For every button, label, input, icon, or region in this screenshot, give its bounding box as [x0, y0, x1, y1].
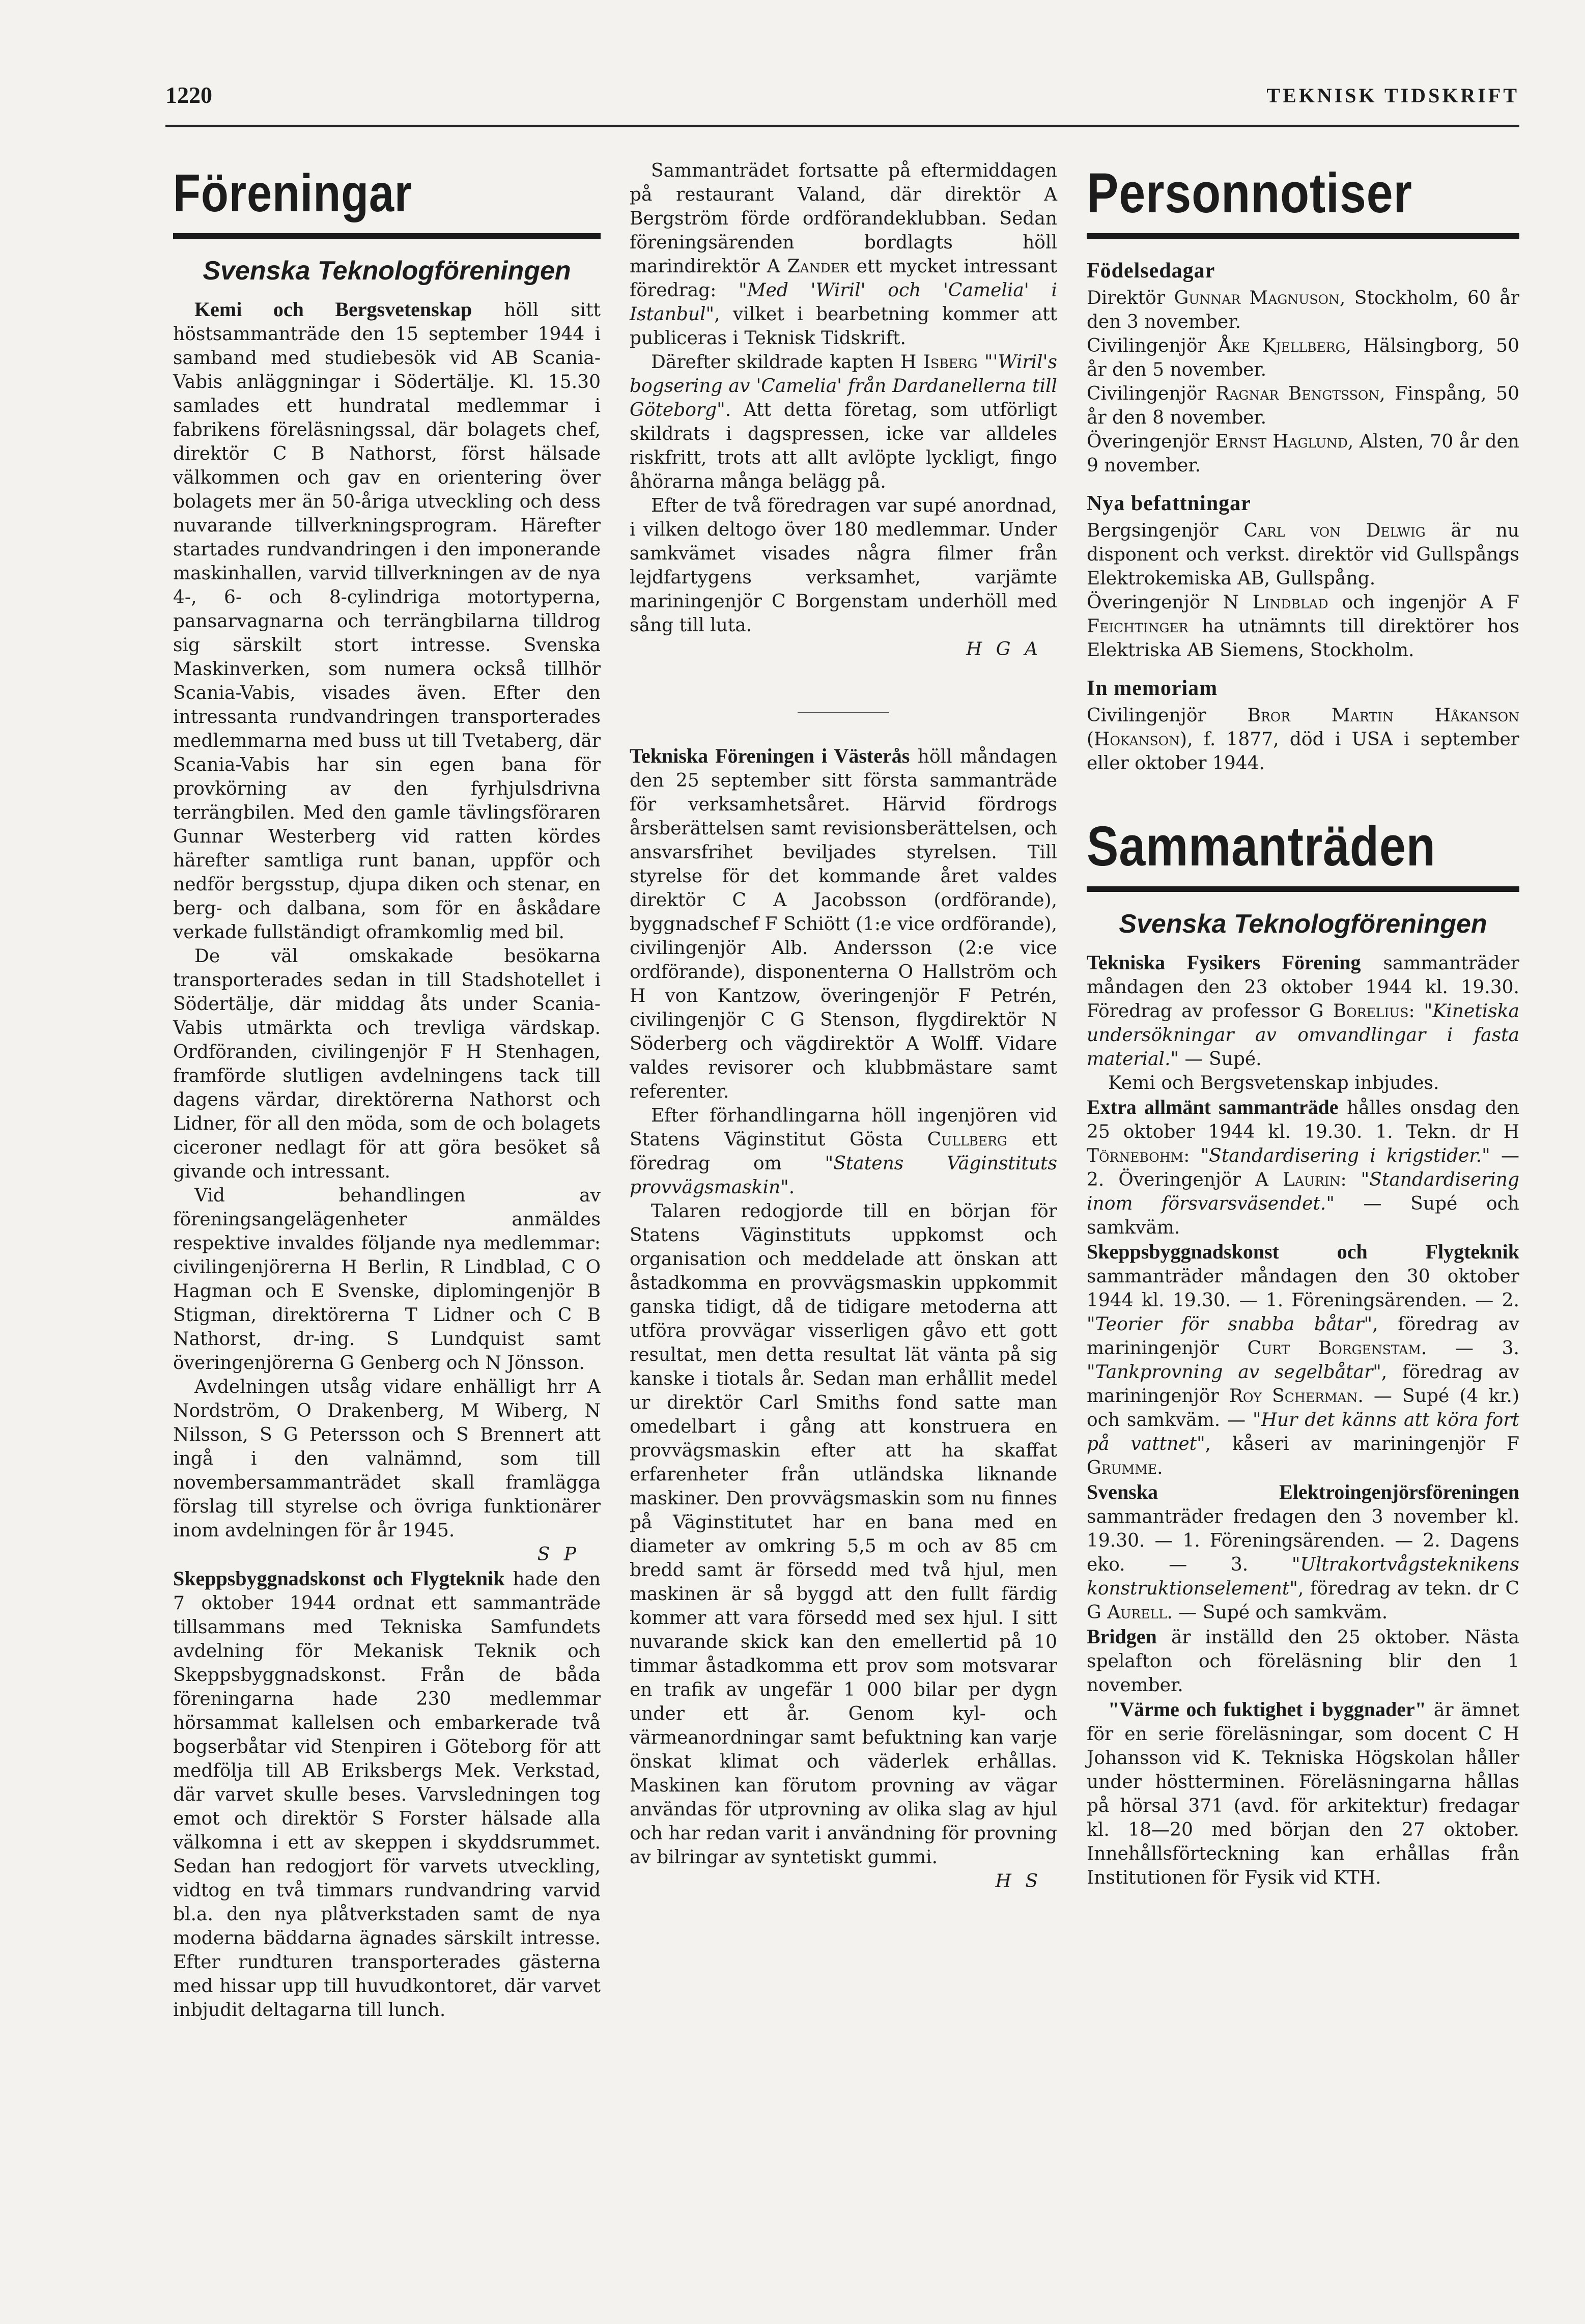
- section-rule: [1087, 233, 1519, 239]
- kemi-paragraph-4: Avdelningen utsåg vidare enhälligt hrr A Nordström, O Drakenberg, M Wiberg, N Nilsson, S G Petersson och S Brennert att ingå i den valnämnd, som till novembersammanträdet skall framlägga förslag till styrelse och övriga funktionärer inom avdelningen för år 1945.: [173, 1377, 601, 1541]
- skepp-notice: Skeppsbyggnadskonst och Flygteknik sammanträder måndagen den 30 oktober 1944 kl. 19.30. — 1. Föreningsärenden. — 2. "Teorier för snabba båtar", föredrag av mariningenjör Curt Borgenstam. — 3. "Tankprovning av segelbåtar", föredrag av mariningenjör Roy Scherman. — Supé (4 kr.) och samkväm. — "Hur det känns att köra fort på vattnet", kåseri av mariningenjör F Grumme.: [1087, 1240, 1520, 1478]
- extra-notice: Extra allmänt sammanträde hålles onsdag den 25 oktober 1944 kl. 19.30. 1. Tekn. dr H Törnebohm: "Standardisering i krigstider." — 2. Överingenjör A Laurin: "Standardisering inom försvarsväsendet." — Supé och samkväm.: [1087, 1096, 1519, 1238]
- befattning-item-2: Överingenjör N Lindblad och ingenjör A F Feichtinger ha utnämnts till direktörer hos Elektriska AB Siemens, Stockholm.: [1087, 592, 1519, 661]
- befattningar-heading: Nya befattningar: [1087, 492, 1251, 515]
- birthday-item-2: Civilingenjör Åke Kjellberg, Hälsingborg, 50 år den 5 november.: [1087, 335, 1519, 380]
- birthday-item-4: Överingenjör Ernst Haglund, Alsten, 70 år den 9 november.: [1087, 431, 1519, 476]
- kemi-paragraph-2: De väl omskakade besökarna transporterades sedan in till Stadshotellet i Södertälje, där middag åts under Scania-Vabis utmärkta och trevliga värdskap. Ordföranden, civilingenjör F H Stenhagen, framförde slutligen avdelningens tack till dagens värdar, direktörerna Nathorst och Lidner, för all den möda, som de och bolagets ciceroner nedlagt för att göra besöket så givande och intressant.: [173, 946, 601, 1182]
- divider: [798, 712, 889, 713]
- kemi-signature: S P: [537, 1544, 580, 1565]
- journal-name: TEKNISK TIDSKRIFT: [1266, 84, 1519, 107]
- skepp-paragraph: Skeppsbyggnadskonst och Flygteknik hade den 7 oktober 1944 ordnat ett sammanträde tillsammans med Tekniska Samfundets avdelning för Mekanisk Teknik och Skeppsbyggnadskonst. Från de båda föreningarna hade 230 medlemmar hörsammat kallelsen och embarkerade två bogserbåtar vid Stenpiren i Göteborg för att medfölja till AB Eriksbergs Mek. Verkstad, där varvet skulle beses. Varvsledningen tog emot och direktör S Forster hälsade alla välkomna i ett av skeppen i skyddsrummet. Sedan han redogjort för varvets utveckling, vidtog en två timmars rundvandring varvid bl.a. den nya plåtverkstaden samt de nya moderna bäddarna ägnades särskilt intresse. Efter rundturen transporterades gästerna med hissar upp till huvudkontoret, där varvet inbjudit deltagarna till lunch.: [173, 1567, 601, 2021]
- org-heading: Svenska Teknologföreningen: [203, 256, 571, 286]
- varme-notice: "Värme och fuktighet i byggnader" är ämnet för en serie föreläsningar, som docent C H Johansson vid K. Tekniska Högskolan håller under höstterminen. Föreläsningarna hållas på hörsal 371 (avd. för arkitektur) fredagar kl. 18—20 med början den 27 oktober. Innehållsförteckning kan erhållas från Institutionen för Fysik vid KTH.: [1087, 1698, 1519, 1888]
- befattning-item-1: Bergsingenjör Carl von Delwig är nu disponent och verkst. direktör vid Gullspångs Elektrokemiska AB, Gullspång.: [1087, 520, 1519, 589]
- vasteras-paragraph-2: Efter förhandlingarna höll ingenjören vid Statens Väginstitut Gösta Cullberg ett föredrag om "Statens Väginstituts provvägsmaskin".: [630, 1105, 1057, 1198]
- column-1: [173, 158, 601, 2022]
- kemi-lead: Kemi och Bergsvetenskap: [194, 298, 472, 321]
- memoriam-heading: In memoriam: [1087, 677, 1218, 700]
- memoriam-item: Civilingenjör Bror Martin Håkanson (Hokanson), f. 1877, död i USA i september eller oktober 1944.: [1087, 705, 1519, 774]
- skepp-signature: H G A: [966, 639, 1042, 660]
- kemi-paragraph: Kemi och Bergsvetenskap höll sitt höstsammanträde den 15 september 1944 i samband med studiebesök vid AB Scania-Vabis anläggningar i Södertälje. Kl. 15.30 samlades ett hundratal medlemmar i fabrikens föreläsningssal, där bolagets chef, direktör C B Nathorst, först hälsade välkommen och gav en orientering över bolagets mer än 50-åriga utveckling och dess nuvarande tillverkningsprogram. Härefter startades rundvandringen i den imponerande maskinhallen, varvid tillverkningen av de nya 4-, 6- och 8-cylindriga motortyperna, pansarvagnarna och terrängbilarna tilldrog sig särskilt stort intresse. Svenska Maskinverken, som numera också tillhör Scania-Vabis, visades även. Efter den intressanta rundvandringen transporterades medlemmarna med buss ut till Tvetaberg, där Scania-Vabis har sin egen bana för provkörning av den fyrhjulsdrivna terrängbilen. Med den gamle tävlingsföraren Gunnar Westerberg vid ratten kördes härefter samtliga runt banan, uppför och nedför bergsstup, djupa diken och stenar, en berg- och dalbana, som för en åskådare verkade fullständigt oframkomlig med bil.: [173, 298, 601, 943]
- section-rule: [173, 233, 601, 239]
- column-2: [630, 159, 1057, 1893]
- fysiker-notice: Tekniska Fysikers Förening sammanträder måndagen den 23 oktober 1944 kl. 19.30. Föredrag av professor G Borelius: "Kinetiska undersökningar av omvandlingar i fasta material." — Supé.: [1087, 951, 1520, 1070]
- kemi-paragraph-3: Vid behandlingen av föreningsangelägenheter anmäldes respektive invaldes följande nya medlemmar: civilingenjörerna H Berlin, R Lindblad, C O Hagman och E Svenske, diplomingenjör B Stigman, direktörerna T Lidner och C B Nathorst, dr-ing. S Lundquist samt överingenjörerna G Genberg och N Jönsson.: [173, 1185, 601, 1374]
- vasteras-paragraph-3: Talaren redogjorde till en början för Statens Väginstituts uppkomst och organisation och meddelade att önskan att åstadkomma en provvägsmaskin uppkommit ganska tidigt, då de tidigare metoderna att utföra provvägar visserligen gåvo ett gott resultat, men detta resultat lät vänta på sig kanske i tiotals år. Sedan man erhållit medel ur direktör Carl Smiths fond satte man omedelbart i gång att konstruera en provvägsmaskin efter att ha skaffat erfarenheter från utländska liknande maskiner. Den provvägsmaskin som nu finnes på Väginstitutet har en bana med en diameter av omkring 5,5 m och av 85 cm bredd samt är försedd med två hjul, men maskinen är så byggd att den fullt färdig kommer att vara försedd med sex hjul. I sitt nuvarande skick kan den emellertid på 10 timmar åstadkomma ett prov som motsvarar en trafik av ungefär 1 000 bilar per dygn under ett år. Genom kyl- och värmeanordningar samt befuktning kan varje önskat klimat och väderlek erhållas. Maskinen kan förutom provning av vägar användas för utprovning av olika slag av hjul och har redan varit i användning för provning av bilringar av syntetiskt gummi.: [630, 1201, 1057, 1868]
- section-title-foreningar: Föreningar: [173, 164, 413, 223]
- birthday-item-1: Direktör Gunnar Magnuson, Stockholm, 60 år den 3 november.: [1087, 288, 1519, 332]
- org-heading-2: Svenska Teknologföreningen: [1119, 909, 1487, 939]
- fodelsedagar-heading: Födelsedagar: [1087, 259, 1215, 283]
- section-rule: [1087, 886, 1519, 892]
- fysiker-note: Kemi och Bergsvetenskap inbjudes.: [1108, 1073, 1439, 1094]
- skepp-paragraph-2: Sammanträdet fortsatte på eftermiddagen på restaurant Valand, där direktör A Bergström förde ordförandeklubban. Sedan föreningsärenden bordlagts höll marindirektör A Zander ett mycket intressant föredrag: "Med 'Wiril' och 'Camelia' i Istanbul", vilket i bearbetning kommer att publiceras i Teknisk Tidskrift.: [630, 160, 1057, 349]
- column-3: [1087, 158, 1519, 1890]
- elektro-notice: Svenska Elektroingenjörsföreningen sammanträder fredagen den 3 november kl. 19.30. — 1. Föreningsärenden. — 2. Dagens eko. — 3. "Ultrakortvågsteknikens konstruktionselement", föredrag av tekn. dr C G Aurell. — Supé och samkväm.: [1087, 1480, 1519, 1623]
- bridge-notice: Bridgen är inställd den 25 oktober. Nästa spelafton och föreläsning blir den 1 november.: [1087, 1625, 1519, 1696]
- skepp-lead: Skeppsbyggnadskonst och Flygteknik: [173, 1567, 505, 1590]
- vasteras-paragraph: Tekniska Föreningen i Västerås höll måndagen den 25 september sitt första sammanträde för verksamhetsåret. Härvid fördrogs årsberättelsen samt revisionsberättelsen, och ansvarsfrihet beviljades styrelsen. Till styrelse för det kommande året valdes direktör C A Jacobsson (ordförande), byggnadschef F Schiött (1:e vice ordförande), civilingenjör Alb. Andersson (2:e vice ordförande), disponenterna O Hallström och H von Kantzow, överingenjör F Petrén, civilingenjör C G Stenson, flygdirektör N Söderberg och vägdirektör A Wolff. Vidare valdes revisorer och klubbmästare samt referenter.: [630, 744, 1057, 1102]
- skepp-paragraph-4: Efter de två föredragen var supé anordnad, i vilken deltogo över 180 medlemmar. Under samkvämet visades några filmer från lejdfartygens verksamhet, varjämte mariningenjör C Borgenstam underhöll med sång till luta.: [630, 495, 1057, 636]
- birthday-item-3: Civilingenjör Ragnar Bengtsson, Finspång, 50 år den 8 november.: [1087, 383, 1519, 428]
- page-header: [165, 76, 1519, 122]
- vasteras-lead: Tekniska Föreningen i Västerås: [630, 744, 910, 767]
- page-number: 1220: [165, 82, 212, 108]
- section-title-personnotiser: Personnotiser: [1087, 162, 1412, 225]
- vasteras-signature: H S: [995, 1871, 1042, 1892]
- header-rule: [165, 125, 1519, 127]
- skepp-paragraph-3: Därefter skildrade kapten H Isberg "'Wiril's bogsering av 'Camelia' från Dardanellerna till Göteborg". Att detta företag, som utförligt skildrats i dagspressen, icke var alldeles riskfritt, trots att allt avlöpte lyckligt, fingo åhörarna många belägg på.: [630, 352, 1057, 492]
- section-title-sammantraden: Sammanträden: [1087, 815, 1436, 878]
